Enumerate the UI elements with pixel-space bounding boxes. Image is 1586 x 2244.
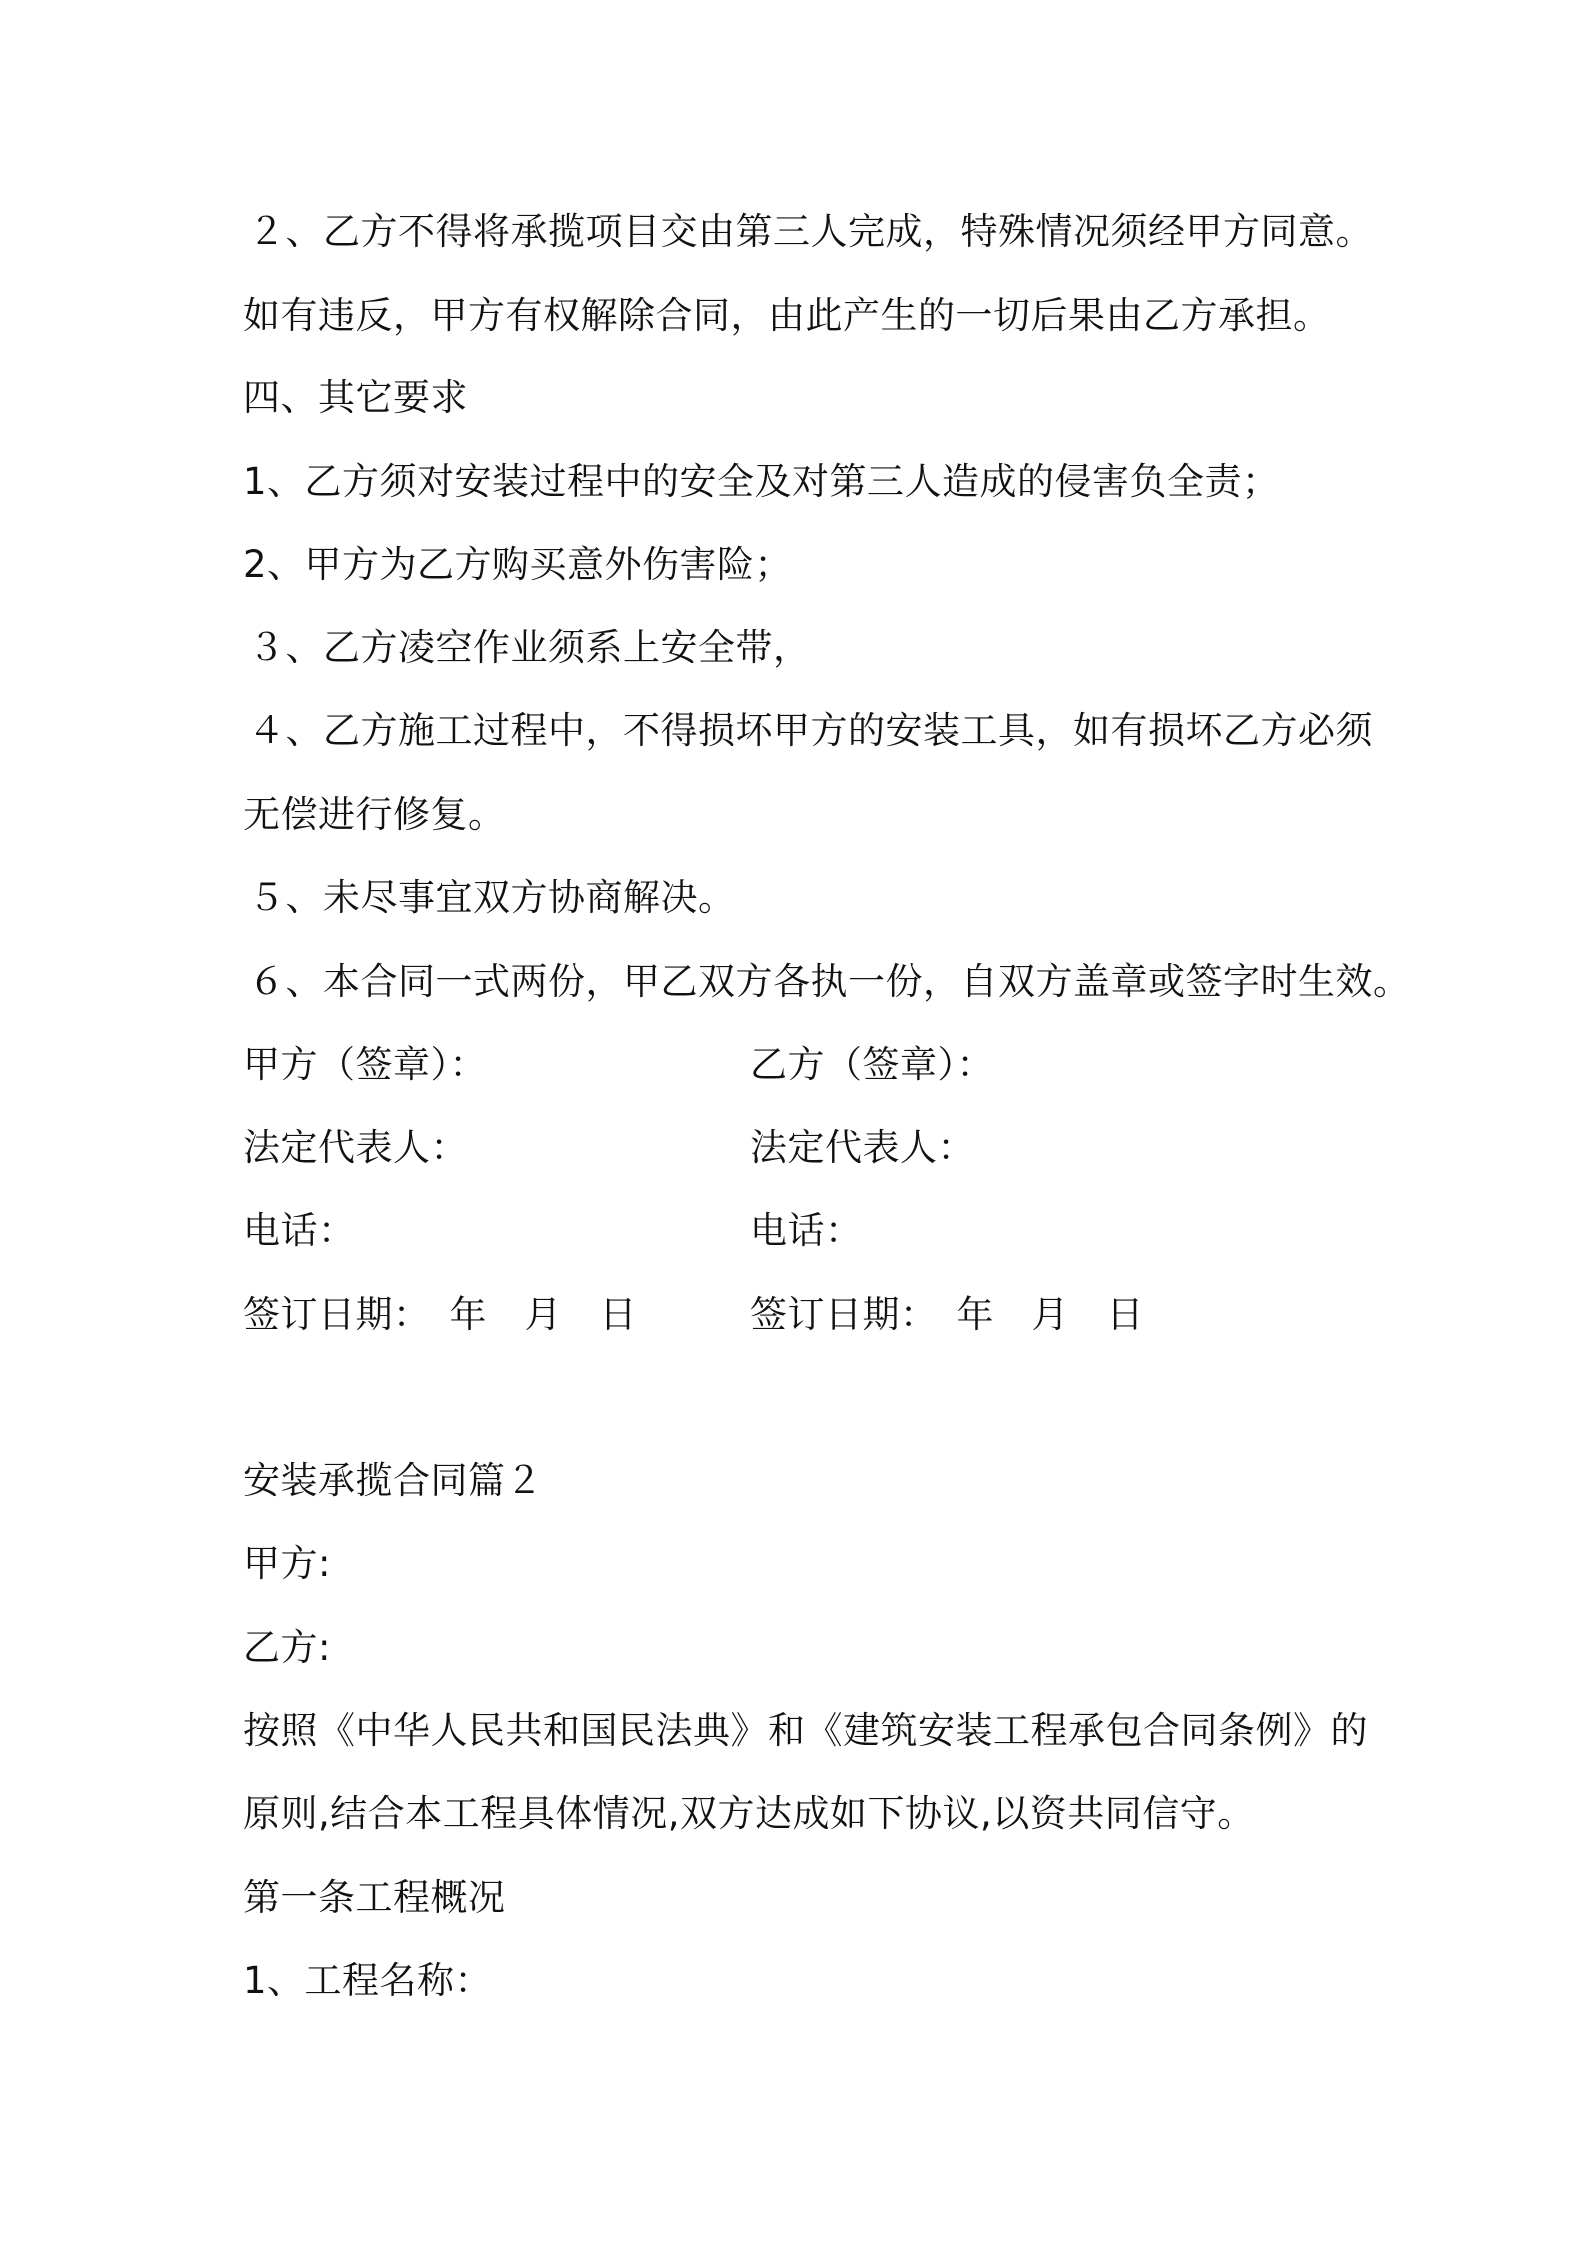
requirement-4-line-1: ４、乙方施工过程中，不得损坏甲方的安装工具，如有损坏乙方必须: [248, 709, 1373, 752]
project-name-item: 1、工程名称：: [243, 1959, 493, 2002]
requirement-3: ３、乙方凌空作业须系上安全带，: [248, 626, 811, 669]
section-4-heading: 四、其它要求: [243, 376, 468, 419]
party-a-seal: 甲方（签章）：: [243, 1043, 487, 1086]
party-b-representative: 法定代表人：: [750, 1126, 975, 1169]
party-b-seal: 乙方（签章）：: [750, 1043, 994, 1086]
contract-2-party-a: 甲方:: [243, 1542, 331, 1585]
party-a-representative: 法定代表人：: [243, 1126, 468, 1169]
party-a-sign-date: 签订日期： 年 月 日: [243, 1293, 637, 1336]
requirement-4-line-2: 无偿进行修复。: [243, 793, 506, 836]
requirement-5: ５、未尽事宜双方协商解决。: [248, 876, 736, 919]
party-b-phone: 电话：: [750, 1209, 863, 1252]
party-a-phone: 电话：: [243, 1209, 356, 1252]
requirement-1: 1、乙方须对安装过程中的安全及对第三人造成的侵害负全责；: [243, 460, 1280, 503]
clause-2-line-2: 如有违反，甲方有权解除合同，由此产生的一切后果由乙方承担。: [243, 294, 1331, 337]
requirement-2: 2、甲方为乙方购买意外伤害险；: [243, 543, 793, 586]
contract-2-title: 安装承揽合同篇２: [243, 1459, 543, 1502]
clause-2-line-1: ２、乙方不得将承揽项目交由第三人完成，特殊情况须经甲方同意。: [248, 210, 1373, 253]
contract-2-preamble-line-1: 按照《中华人民共和国民法典》和《建筑安装工程承包合同条例》的: [243, 1709, 1368, 1752]
article-1-heading: 第一条工程概况: [243, 1876, 506, 1919]
contract-2-preamble-line-2: 原则,结合本工程具体情况,双方达成如下协议,以资共同信守。: [243, 1792, 1255, 1835]
contract-2-party-b: 乙方:: [243, 1626, 331, 1669]
requirement-6: ６、本合同一式两份，甲乙双方各执一份，自双方盖章或签字时生效。: [248, 960, 1411, 1003]
party-b-sign-date: 签订日期： 年 月 日: [750, 1293, 1144, 1336]
